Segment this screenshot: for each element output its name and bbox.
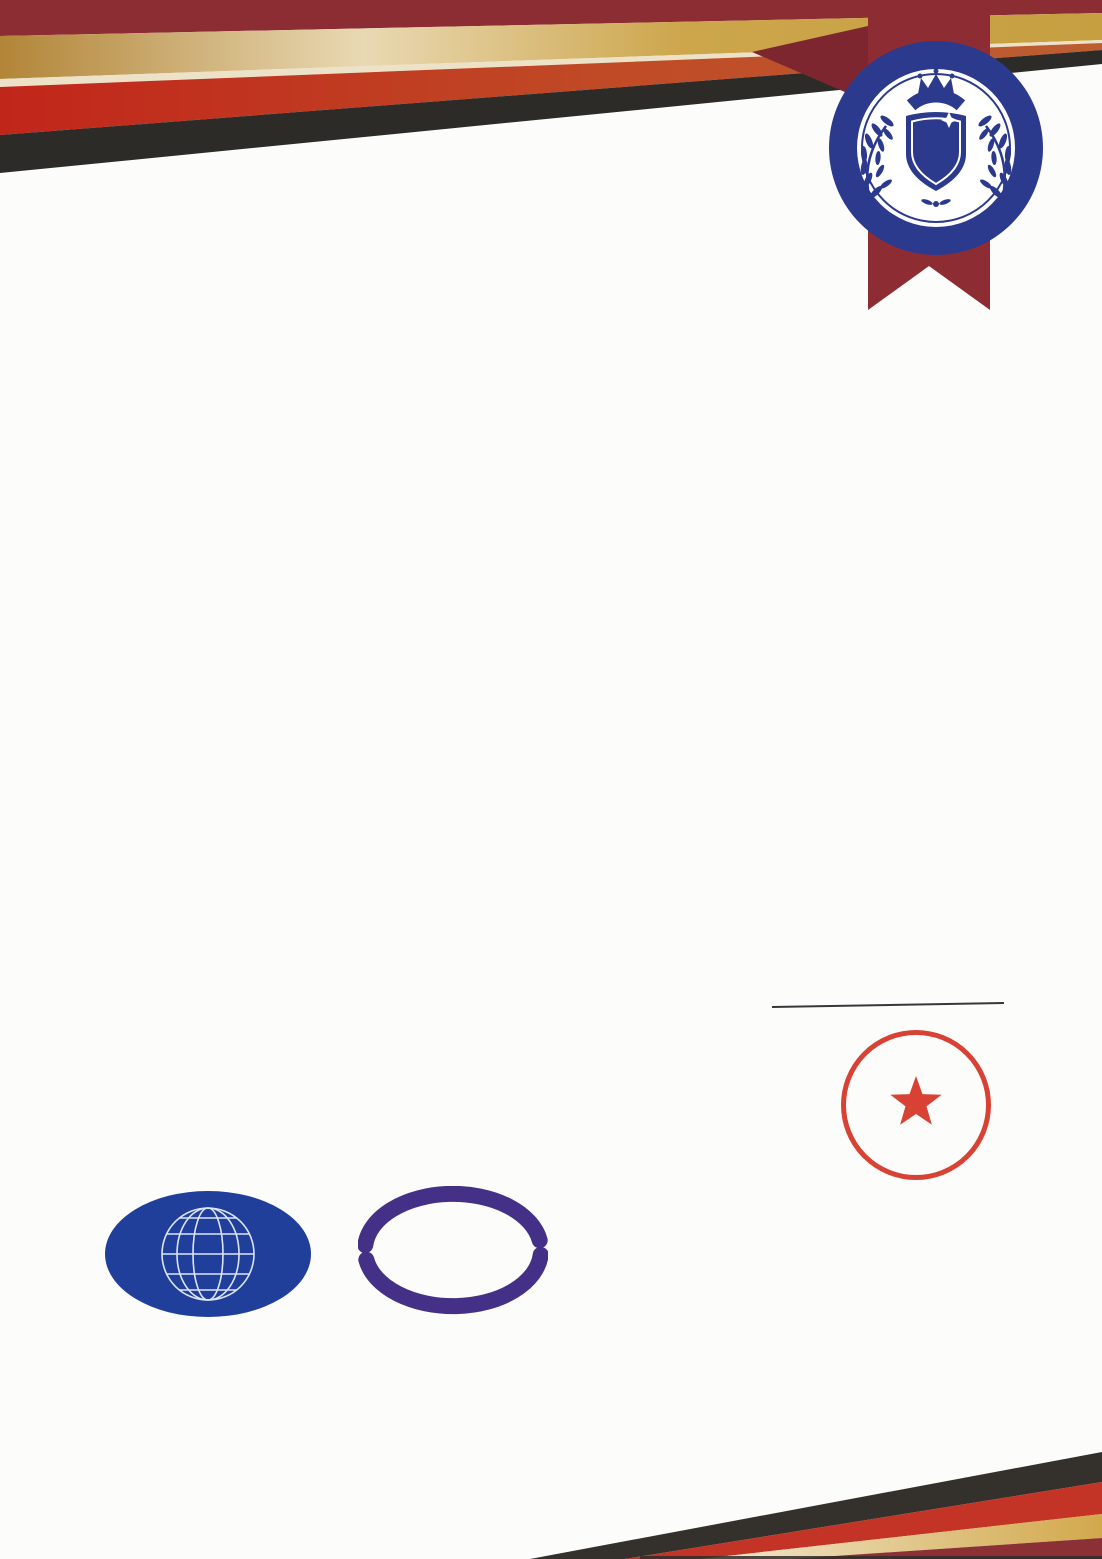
- star-icon: [890, 1076, 941, 1125]
- iaf-logo: [100, 1188, 316, 1320]
- cnas-logo: [358, 1186, 548, 1316]
- uicc-badge: [816, 28, 1056, 268]
- red-stamp: [830, 1019, 1002, 1191]
- bottom-stripes-decoration: [0, 1379, 1102, 1559]
- qr-code: [876, 1190, 990, 1304]
- signature-underline: [772, 1002, 1004, 1008]
